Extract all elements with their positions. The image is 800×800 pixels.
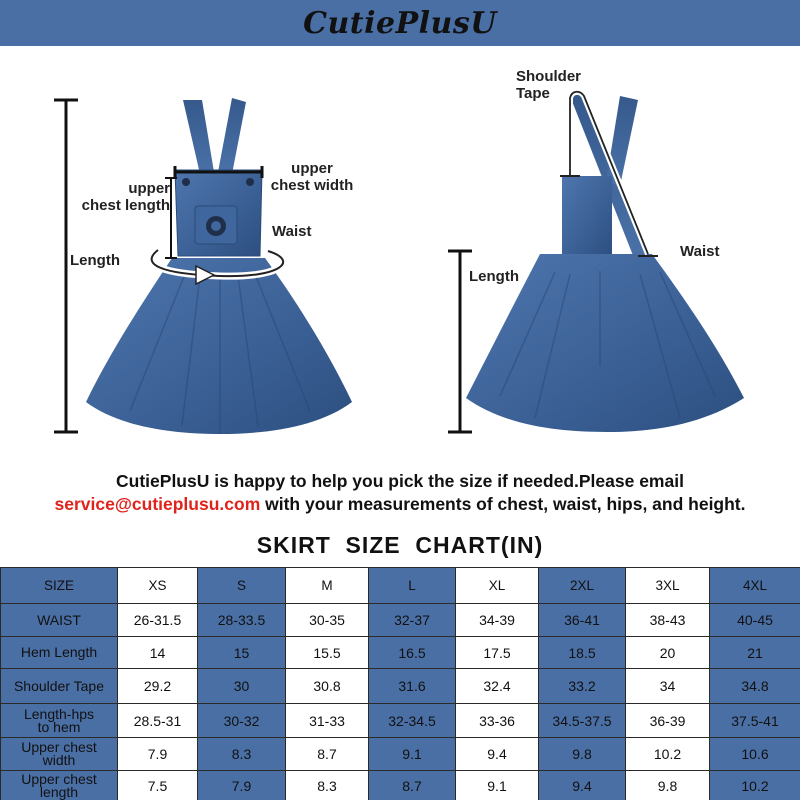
size-value-cell: 7.5	[118, 771, 198, 800]
size-header-cell: L	[369, 568, 456, 604]
size-value-cell: 34	[626, 669, 710, 704]
shoulder-tape-label	[516, 68, 581, 102]
size-header-cell: S	[198, 568, 286, 604]
size-header-cell: XL	[456, 568, 539, 604]
size-value-cell: 31-33	[286, 704, 369, 738]
size-chart-table	[0, 567, 800, 800]
size-value-cell: 30.8	[286, 669, 369, 704]
back-waist-label: Waist	[680, 243, 720, 260]
size-value-cell: 40-45	[710, 604, 800, 637]
size-value-cell: 37.5-41	[710, 704, 800, 738]
size-value-cell: 8.3	[198, 738, 286, 771]
size-row-label: Upper chest length	[1, 771, 118, 800]
size-value-cell: 38-43	[626, 604, 710, 637]
brand-logo: CutiePlusU	[303, 5, 497, 41]
size-value-cell: 34-39	[456, 604, 539, 637]
size-value-cell: 31.6	[369, 669, 456, 704]
upper-chest-width-label	[262, 160, 362, 194]
size-value-cell: 34.8	[710, 669, 800, 704]
size-value-cell: 8.7	[286, 738, 369, 771]
size-value-cell: 16.5	[369, 637, 456, 669]
size-value-cell: 9.4	[539, 771, 626, 800]
size-header-label: SIZE	[1, 568, 118, 604]
size-value-cell: 17.5	[456, 637, 539, 669]
size-value-cell: 33-36	[456, 704, 539, 738]
size-value-cell: 28-33.5	[198, 604, 286, 637]
size-row	[1, 669, 800, 704]
size-value-cell: 7.9	[118, 738, 198, 771]
size-value-cell: 10.2	[626, 738, 710, 771]
size-value-cell: 10.6	[710, 738, 800, 771]
size-value-cell: 9.1	[369, 738, 456, 771]
size-row-label: Upper chest width	[1, 738, 118, 771]
size-value-cell: 8.3	[286, 771, 369, 800]
size-header-row	[1, 568, 800, 604]
front-dress	[86, 98, 352, 434]
size-value-cell: 26-31.5	[118, 604, 198, 637]
size-header-cell: 3XL	[626, 568, 710, 604]
notice-line1: CutiePlusU is happy to help you pick the size if needed.Please email	[116, 471, 684, 491]
size-value-cell: 30-35	[286, 604, 369, 637]
size-value-cell: 34.5-37.5	[539, 704, 626, 738]
size-value-cell: 30-32	[198, 704, 286, 738]
product-illustration	[0, 46, 800, 466]
size-chart-title: SKIRT SIZE CHART(IN)	[256, 532, 544, 558]
size-row-label: Length-hps to hem	[1, 704, 118, 738]
size-value-cell: 14	[118, 637, 198, 669]
shoulder-tape-line1: Shoulder	[516, 68, 582, 85]
size-value-cell: 36-41	[539, 604, 626, 637]
brand-header	[0, 0, 800, 46]
size-value-cell: 32-37	[369, 604, 456, 637]
upper-chest-length-line1: upper	[128, 180, 170, 197]
size-row	[1, 738, 800, 771]
size-value-cell: 21	[710, 637, 800, 669]
size-header-cell: M	[286, 568, 369, 604]
size-value-cell: 9.8	[539, 738, 626, 771]
size-value-cell: 9.8	[626, 771, 710, 800]
upper-chest-length-line2: chest length	[81, 197, 170, 214]
size-value-cell: 9.1	[456, 771, 539, 800]
size-value-cell: 36-39	[626, 704, 710, 738]
size-row	[1, 604, 800, 637]
size-value-cell: 20	[626, 637, 710, 669]
size-value-cell: 28.5-31	[118, 704, 198, 738]
size-header-cell: 2XL	[539, 568, 626, 604]
size-value-cell: 8.7	[369, 771, 456, 800]
help-notice	[0, 470, 800, 516]
size-value-cell: 18.5	[539, 637, 626, 669]
front-length-label: Length	[70, 252, 120, 269]
size-row	[1, 637, 800, 669]
upper-chest-length-label	[78, 180, 170, 214]
size-row-label: WAIST	[1, 604, 118, 637]
notice-line2	[0, 493, 800, 516]
upper-chest-width-line1: upper	[291, 160, 333, 177]
size-value-cell: 15	[198, 637, 286, 669]
notice-line2-text: with your measurements of chest, waist, hips, and height.	[260, 494, 746, 514]
size-row-label: Shoulder Tape	[1, 669, 118, 704]
size-value-cell: 7.9	[198, 771, 286, 800]
shoulder-tape-line2: Tape	[516, 85, 550, 102]
support-email-link[interactable]: service@cutieplusu.com	[54, 494, 261, 514]
size-row-label: Hem Length	[1, 637, 118, 669]
size-row	[1, 704, 800, 738]
size-value-cell: 32.4	[456, 669, 539, 704]
size-value-cell: 15.5	[286, 637, 369, 669]
size-value-cell: 33.2	[539, 669, 626, 704]
size-header-cell: 4XL	[710, 568, 800, 604]
front-waist-label: Waist	[272, 223, 312, 240]
upper-chest-width-line2: chest width	[270, 177, 354, 194]
size-value-cell: 9.4	[456, 738, 539, 771]
size-row	[1, 771, 800, 800]
back-length-label: Length	[469, 268, 519, 285]
size-value-cell: 30	[198, 669, 286, 704]
size-value-cell: 32-34.5	[369, 704, 456, 738]
size-header-cell: XS	[118, 568, 198, 604]
size-value-cell: 29.2	[118, 669, 198, 704]
size-value-cell: 10.2	[710, 771, 800, 800]
